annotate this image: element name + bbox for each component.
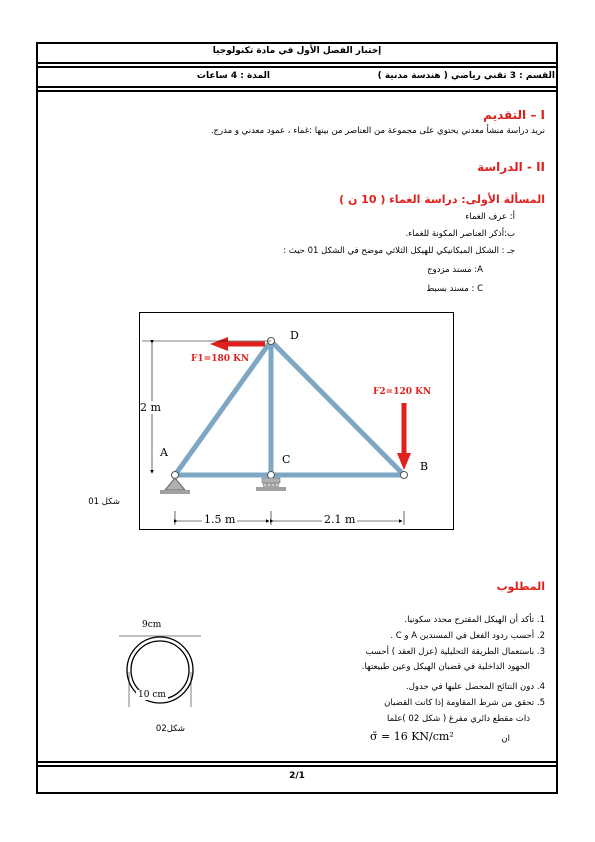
- question-c: جـ : الشكل الميكانيكي للهيكل الثلاثي موضح في الشكل 01 حيث :: [283, 246, 515, 256]
- problem-title: المسألة الأولى: دراسة الغماء ( 10 ن ): [339, 193, 545, 206]
- roller-support-C: [256, 478, 286, 491]
- node-label-B: B: [420, 460, 429, 473]
- outer-dimension-label: 9cm: [142, 620, 162, 630]
- footer-divider-1: [36, 761, 558, 763]
- truss-figure: [139, 312, 454, 530]
- support-a-text: A: مسند مزدوج: [427, 265, 483, 275]
- header-divider-2: [36, 66, 558, 68]
- department-label: القسم : 3 تقني رياضي ( هندسة مدنية ): [377, 71, 555, 81]
- duration-label: المدة : 4 ساعات: [196, 71, 270, 81]
- page-number: 2/1: [289, 771, 305, 781]
- node-label-D: D: [290, 329, 299, 342]
- ground-A: [160, 490, 190, 494]
- required-heading: المطلوب: [496, 580, 545, 593]
- figure1-caption: شكل 01: [88, 497, 120, 507]
- required-item-3b: الجهود الداخلية في قضبان الهيكل وعين طبيعتها.: [361, 662, 530, 672]
- node-label-A: A: [160, 446, 168, 459]
- question-a: أ: عرف الغماء: [465, 212, 515, 222]
- footer-divider-2: [36, 765, 558, 767]
- required-item-1: 1. تأكد أن الهيكل المقترح محدد سكونيا.: [404, 615, 545, 625]
- required-item-4: 4. دون النتائج المحصل عليها في جدول.: [406, 682, 545, 692]
- required-item-5c: ان: [501, 734, 510, 744]
- member-DB: [271, 341, 404, 475]
- inner-dimension-label: 10 cm: [138, 690, 166, 700]
- force-F1-arrow: [210, 337, 265, 351]
- section-2-heading: II - الدراسة: [477, 160, 545, 174]
- stress-formula: σ̄ = 16 KN/cm²: [370, 730, 454, 743]
- section-1-heading: I – التقديم: [483, 108, 545, 122]
- force-F1-label: F1=180 KN: [191, 354, 250, 364]
- header-divider-4: [36, 90, 558, 92]
- required-item-3: 3. باستعمال الطريقة التحليلية (عزل العقد ) أحسب: [365, 647, 545, 657]
- header-divider-3: [36, 86, 558, 88]
- exam-title: إختبار الفصل الأول في مادة تكنولوجيا: [212, 46, 382, 56]
- node-label-C: C: [282, 453, 291, 466]
- height-label: 2 m: [140, 401, 161, 414]
- header-divider-1: [36, 62, 558, 64]
- pin-support-A: [165, 478, 185, 490]
- figure2-caption: شكل02: [155, 724, 185, 734]
- truss-drawing: [140, 313, 455, 531]
- required-item-5: 5. تحقق من شرط المقاومة إذا كانت القضبان: [384, 698, 545, 708]
- force-F2-arrow: [397, 403, 411, 470]
- support-c-text: C : مسند بسيط: [426, 284, 483, 294]
- section-1-text: نريد دراسة منشأ معدني يحتوي على مجموعة من العناصر من بينها :غماء ، عمود معدني و مدرج.: [210, 126, 545, 136]
- question-b: ب:أذكر العناصر المكونة للغماء.: [405, 229, 515, 239]
- span2-label: 2.1 m: [324, 513, 356, 526]
- required-item-5b: ذات مقطع دائري مفرغ ( شكل 02 )علما: [387, 714, 530, 724]
- hollow-section-drawing: [115, 632, 205, 712]
- force-F2-label: F2=120 KN: [373, 387, 432, 397]
- span1-label: 1.5 m: [204, 513, 236, 526]
- required-item-2: 2. أحسب ردود الفعل في المسندين A و C .: [390, 631, 545, 641]
